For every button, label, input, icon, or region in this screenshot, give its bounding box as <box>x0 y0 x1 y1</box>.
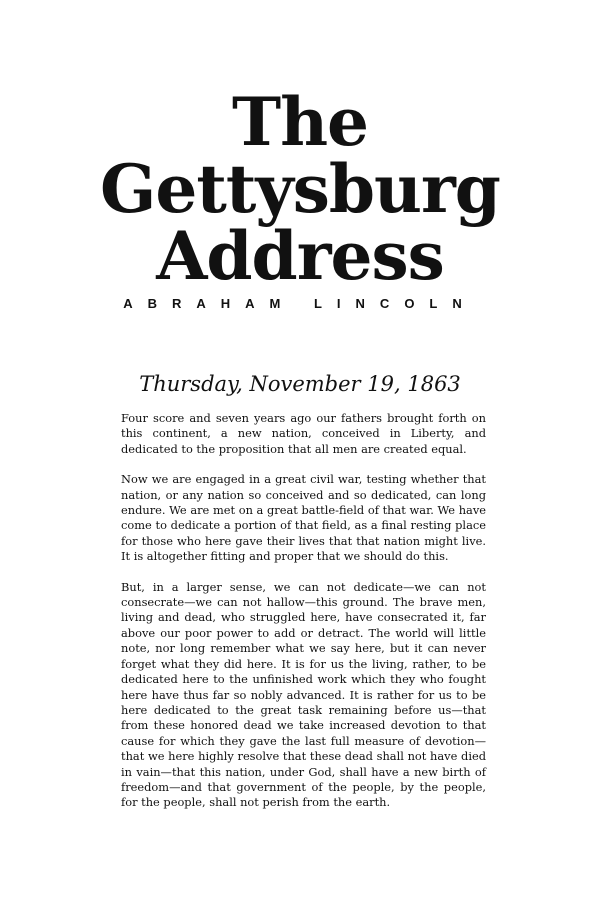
paragraph-1: Four score and seven years ago our fathers brought forth on this continent, a new nation, conceived in Liberty, and dedicated to the proposition that all men are created equal. <box>121 411 486 456</box>
paragraph-3: But, in a larger sense, we can not dedicate—we can not consecrate—we can not hallow—this ground. The brave men, living and dead, who struggled here, have consecrated it, far above our poor power to add or detract. The world will little note, nor long remember what we say here, but it can never forget what they did here. It is for us the living, rather, to be dedicated here to the unfinished work which they who fought here have thus far so nobly advanced. It is rather for us to be here dedicated to the great task remaining before us—that from these honored dead we take increased devotion to that cause for which they gave the last full measure of devotion—that we here highly resolve that these dead shall not have died in vain—that this nation, under God, shall have a new birth of freedom—and that government of the people, by the people, for the people, shall not perish from the earth. <box>121 579 486 810</box>
paragraph-2: Now we are engaged in a great civil war, testing whether that nation, or any nation so conceived and so dedicated, can long endure. We are met on a great battle-field of that war. We have come to dedicate a portion of that field, as a final resting place for those who here gave their lives that that nation might live. It is altogether fitting and proper that we should do this. <box>121 472 486 564</box>
speech-text <box>121 411 486 826</box>
title-line-1: The <box>231 83 369 161</box>
title-line-3: Address <box>156 217 444 295</box>
speech-date: Thursday, November 19, 1863 <box>139 372 461 396</box>
title-line-2: Gettysburg <box>100 150 500 228</box>
author-name: ABRAHAM LINCOLN <box>123 296 477 311</box>
